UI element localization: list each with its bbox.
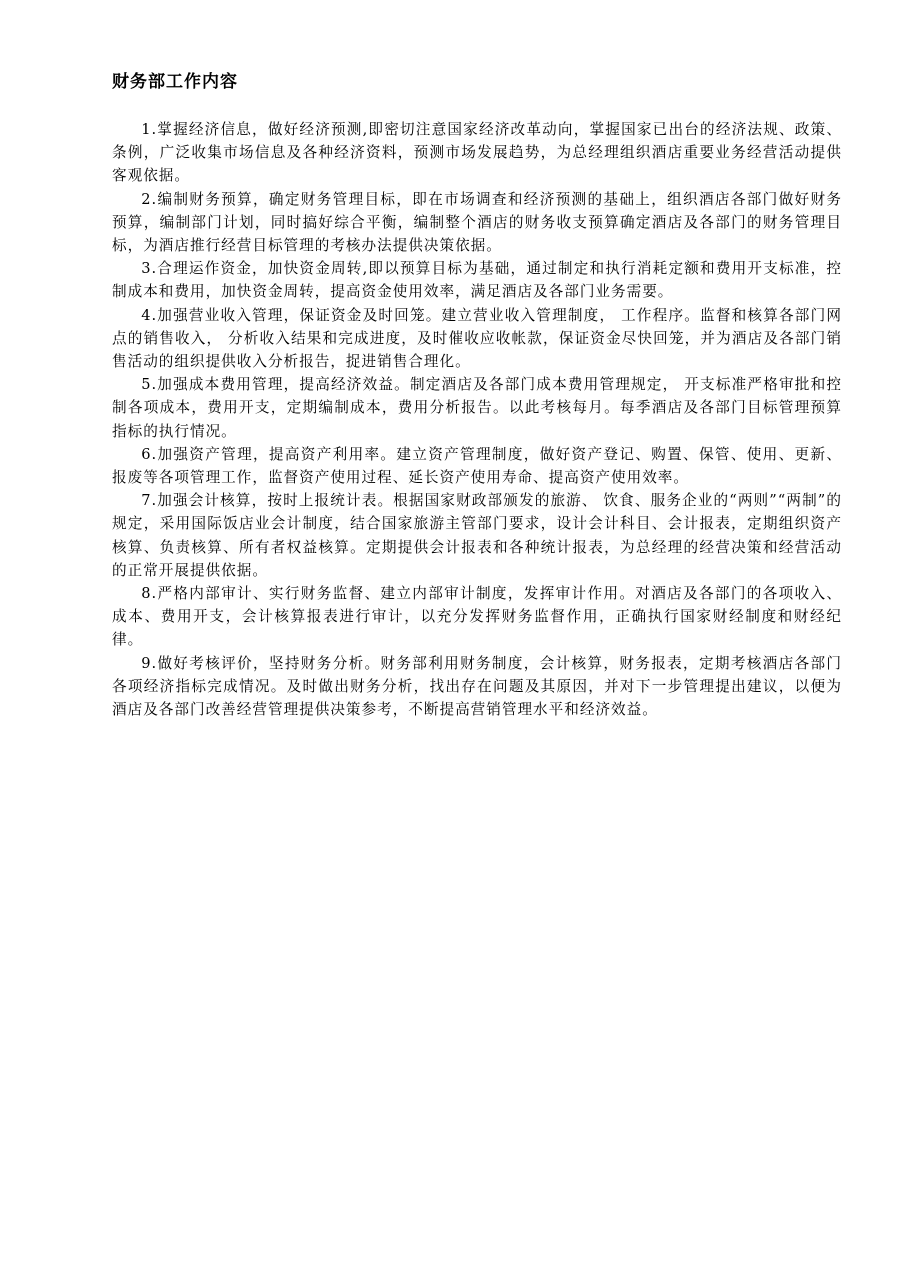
paragraph-8: 8.严格内部审计、实行财务监督、建立内部审计制度，发挥审计作用。对酒店及各部门的各项收入、成本、费用开支，会计核算报表进行审计，以充分发挥财务监督作用，正确执行国家财经制度和财经纪律。 <box>112 585 842 649</box>
paragraph-5: 5.加强成本费用管理，提高经济效益。制定酒店及各部门成本费用管理规定， 开支标准严格审批和控制各项成本，费用开支，定期编制成本，费用分析报告。以此考核每月。每季酒店及各部门目标管理预算指标的执行情况。 <box>112 376 842 440</box>
paragraph-9: 9.做好考核评价，坚持财务分析。财务部利用财务制度，会计核算，财务报表，定期考核酒店各部门各项经济指标完成情况。及时做出财务分析，找出存在问题及其原因，并对下一步管理提出建议，以便为酒店及各部门改善经营管理提供决策参考，不断提高营销管理水平和经济效益。 <box>112 654 842 719</box>
paragraph-2: 2.编制财务预算，确定财务管理目标，即在市场调查和经济预测的基础上，组织酒店各部门做好财务预算，编制部门计划，同时搞好综合平衡，编制整个酒店的财务收支预算确定酒店及各部门的财务管理目标，为酒店推行经营目标管理的考核办法提供决策依据。 <box>112 190 842 255</box>
paragraph-6: 6.加强资产管理，提高资产利用率。建立资产管理制度，做好资产登记、购置、保管、使用、更新、报废等各项管理工作，监督资产使用过程、延长资产使用寿命、提高资产使用效率。 <box>112 445 842 487</box>
document-title: 财务部工作内容 <box>112 72 238 92</box>
paragraph-7: 7.加强会计核算，按时上报统计表。根据国家财政部颁发的旅游、 饮食、服务企业的“两则”“两制”的规定，采用国际饭店业会计制度，结合国家旅游主管部门要求，设计会计科目、会计报表，定期组织资产核算、负责核算、所有者权益核算。定期提供会计报表和各种统计报表，为总经理的经营决策和经营活动的正常开展提供依据。 <box>112 492 842 579</box>
document-body <box>112 118 842 721</box>
paragraph-3: 3.合理运作资金，加快资金周转,即以预算目标为基础，通过制定和执行消耗定额和费用开支标准，控制成本和费用，加快资金周转，提高资金使用效率，满足酒店及各部门业务需要。 <box>112 260 842 301</box>
paragraph-4: 4.加强营业收入管理，保证资金及时回笼。建立营业收入管理制度， 工作程序。监督和核算各部门网点的销售收入， 分析收入结果和完成进度，及时催收应收帐款，保证资金尽快回笼，并为酒店及各部门销售活动的组织提供收入分析报告，捉进销售合理化。 <box>112 306 842 371</box>
paragraph-1: 1.掌握经济信息，做好经济预测,即密切注意国家经济改革动向，掌握国家已出台的经济法规、政策、条例，广泛收集市场信息及各种经济资料，预测市场发展趋势，为总经理组织酒店重要业务经营活动提供客观依据。 <box>112 121 842 185</box>
